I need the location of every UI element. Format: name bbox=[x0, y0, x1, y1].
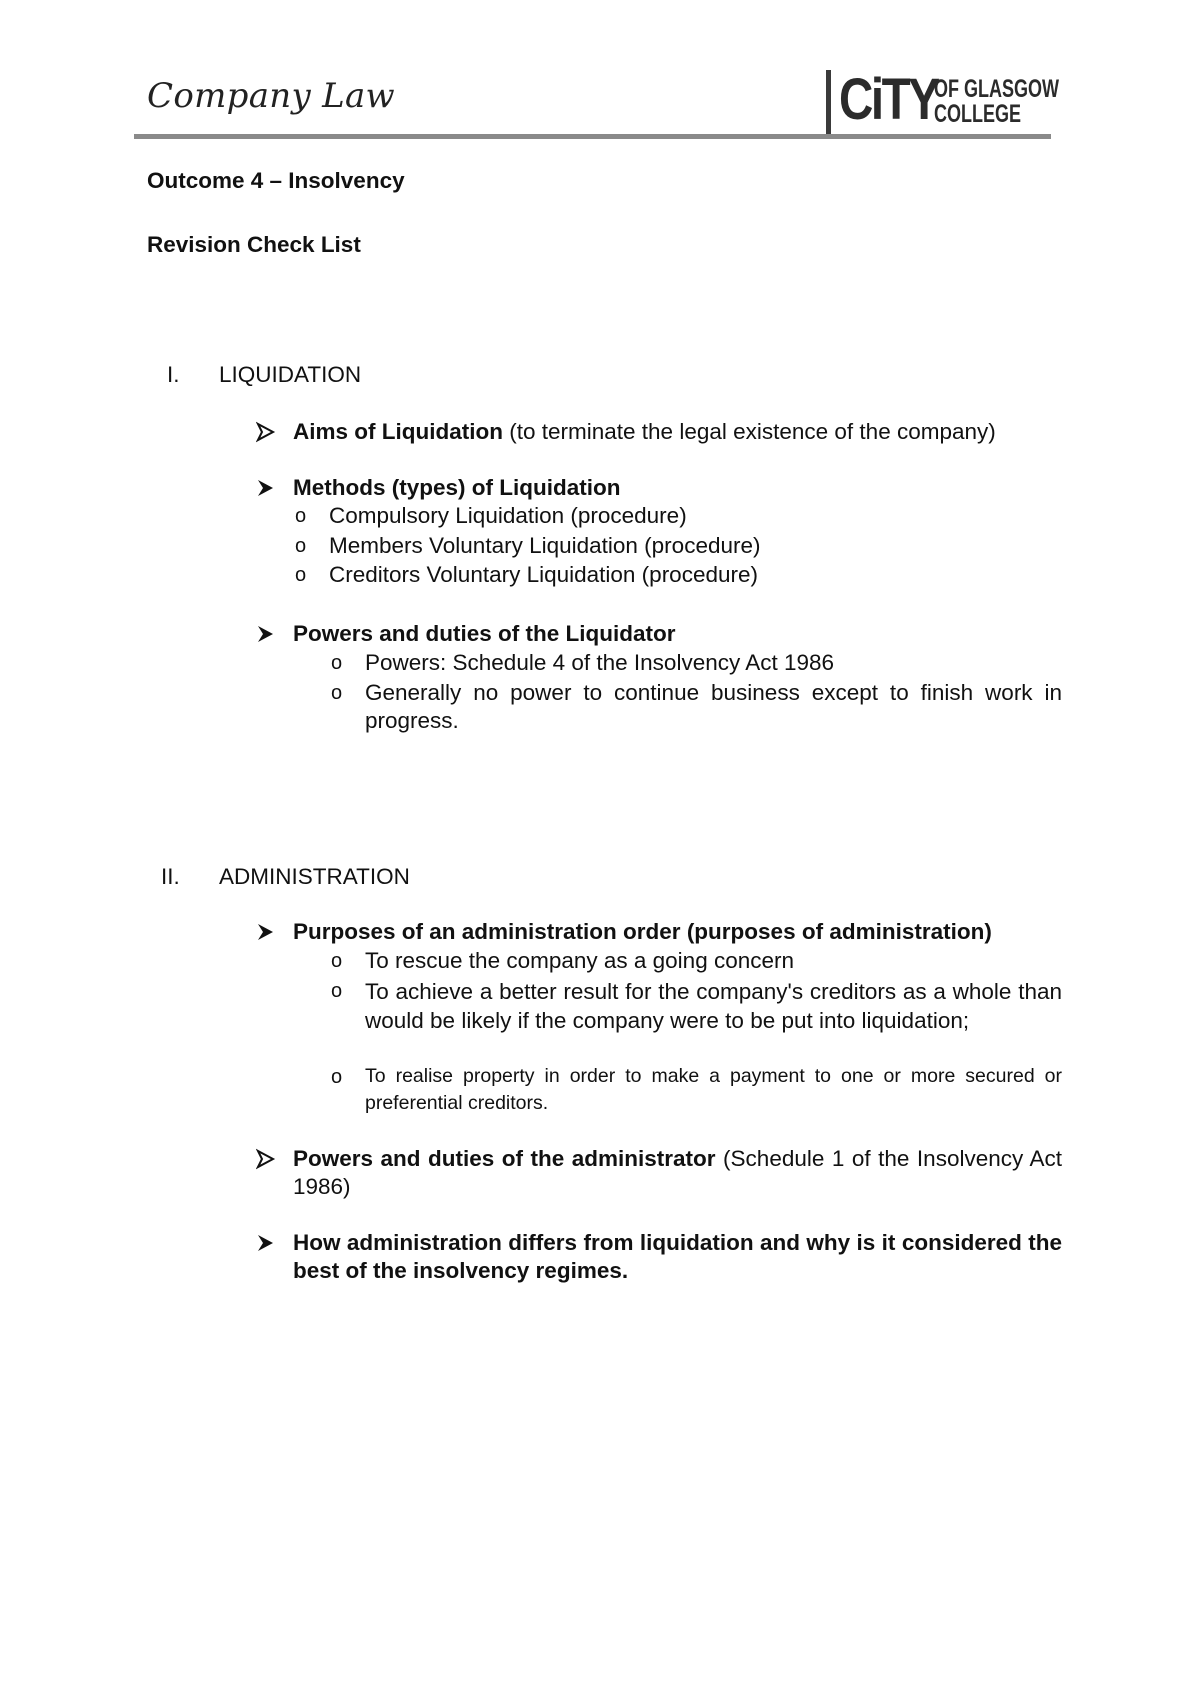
arrow-bullet-icon bbox=[256, 1145, 276, 1173]
arrow-bullet-icon bbox=[256, 1229, 276, 1257]
section-title-administration: ADMINISTRATION bbox=[219, 864, 410, 889]
revision-checklist-heading: Revision Check List bbox=[147, 232, 361, 257]
logo-subtext-line1: OF GLASGOW bbox=[934, 75, 1059, 103]
header-rule bbox=[134, 134, 1051, 139]
arrow-bullet-icon bbox=[256, 474, 276, 502]
liquidation-methods-heading: Methods (types) of Liquidation bbox=[293, 475, 621, 500]
liquidator-powers-heading: Powers and duties of the Liquidator bbox=[293, 621, 676, 646]
purpose-rescue: To rescue the company as a going concern bbox=[365, 948, 795, 973]
liquidation-aims-detail: (to terminate the legal existence of the company) bbox=[502, 419, 996, 444]
logo-wordmark: CiTY bbox=[839, 67, 938, 132]
sub-bullet: o bbox=[295, 535, 307, 557]
section-numeral: I. bbox=[167, 362, 180, 387]
method-creditors-voluntary: Creditors Voluntary Liquidation (procedure) bbox=[329, 562, 758, 587]
city-of-glasgow-college-logo bbox=[826, 68, 1058, 138]
logo-bar bbox=[826, 70, 831, 136]
sub-bullet: o bbox=[295, 564, 307, 586]
administrator-powers-item bbox=[293, 1145, 1062, 1201]
liquidator-no-power-business: Generally no power to continue business except to finish work in progress. bbox=[365, 680, 1062, 733]
sub-bullet: o bbox=[295, 505, 307, 527]
logo-subtext bbox=[934, 77, 1059, 127]
arrow-bullet-icon bbox=[256, 418, 276, 446]
section-numeral: II. bbox=[161, 864, 180, 889]
document-header-title: Company Law bbox=[147, 76, 395, 116]
outcome-heading: Outcome 4 – Insolvency bbox=[147, 168, 405, 193]
sub-bullet: o bbox=[331, 652, 343, 674]
sub-bullet: o bbox=[331, 950, 343, 972]
liquidation-aims-label: Aims of Liquidation bbox=[293, 419, 503, 444]
sub-bullet: o bbox=[331, 682, 343, 704]
method-compulsory: Compulsory Liquidation (procedure) bbox=[329, 503, 687, 528]
purpose-realise-property: To realise property in order to make a payment to one or more secured or preferential creditors. bbox=[365, 1065, 1062, 1114]
section-title-liquidation: LIQUIDATION bbox=[219, 362, 362, 387]
administrator-powers-label: Powers and duties of the administrator bbox=[293, 1146, 716, 1171]
liquidation-aims-item bbox=[293, 418, 996, 446]
arrow-bullet-icon bbox=[256, 918, 276, 946]
administration-vs-liquidation-item: How administration differs from liquidation and why is it considered the best of the insolvency regimes. bbox=[293, 1230, 1062, 1283]
administrator-powers-detail: (Schedule 1 of the Insolvency Act 1986) bbox=[293, 1146, 1062, 1199]
logo-subtext-line2: COLLEGE bbox=[934, 100, 1022, 128]
liquidator-powers-schedule: Powers: Schedule 4 of the Insolvency Act 1986 bbox=[365, 650, 835, 675]
sub-bullet: o bbox=[331, 1066, 343, 1088]
method-members-voluntary: Members Voluntary Liquidation (procedure) bbox=[329, 533, 761, 558]
sub-bullet: o bbox=[331, 980, 343, 1002]
purpose-better-result: To achieve a better result for the company's creditors as a whole than would be likely if the company were to be put into liquidation; bbox=[365, 979, 1062, 1033]
administration-purposes-heading: Purposes of an administration order (purposes of administration) bbox=[293, 919, 992, 944]
arrow-bullet-icon bbox=[256, 620, 276, 648]
